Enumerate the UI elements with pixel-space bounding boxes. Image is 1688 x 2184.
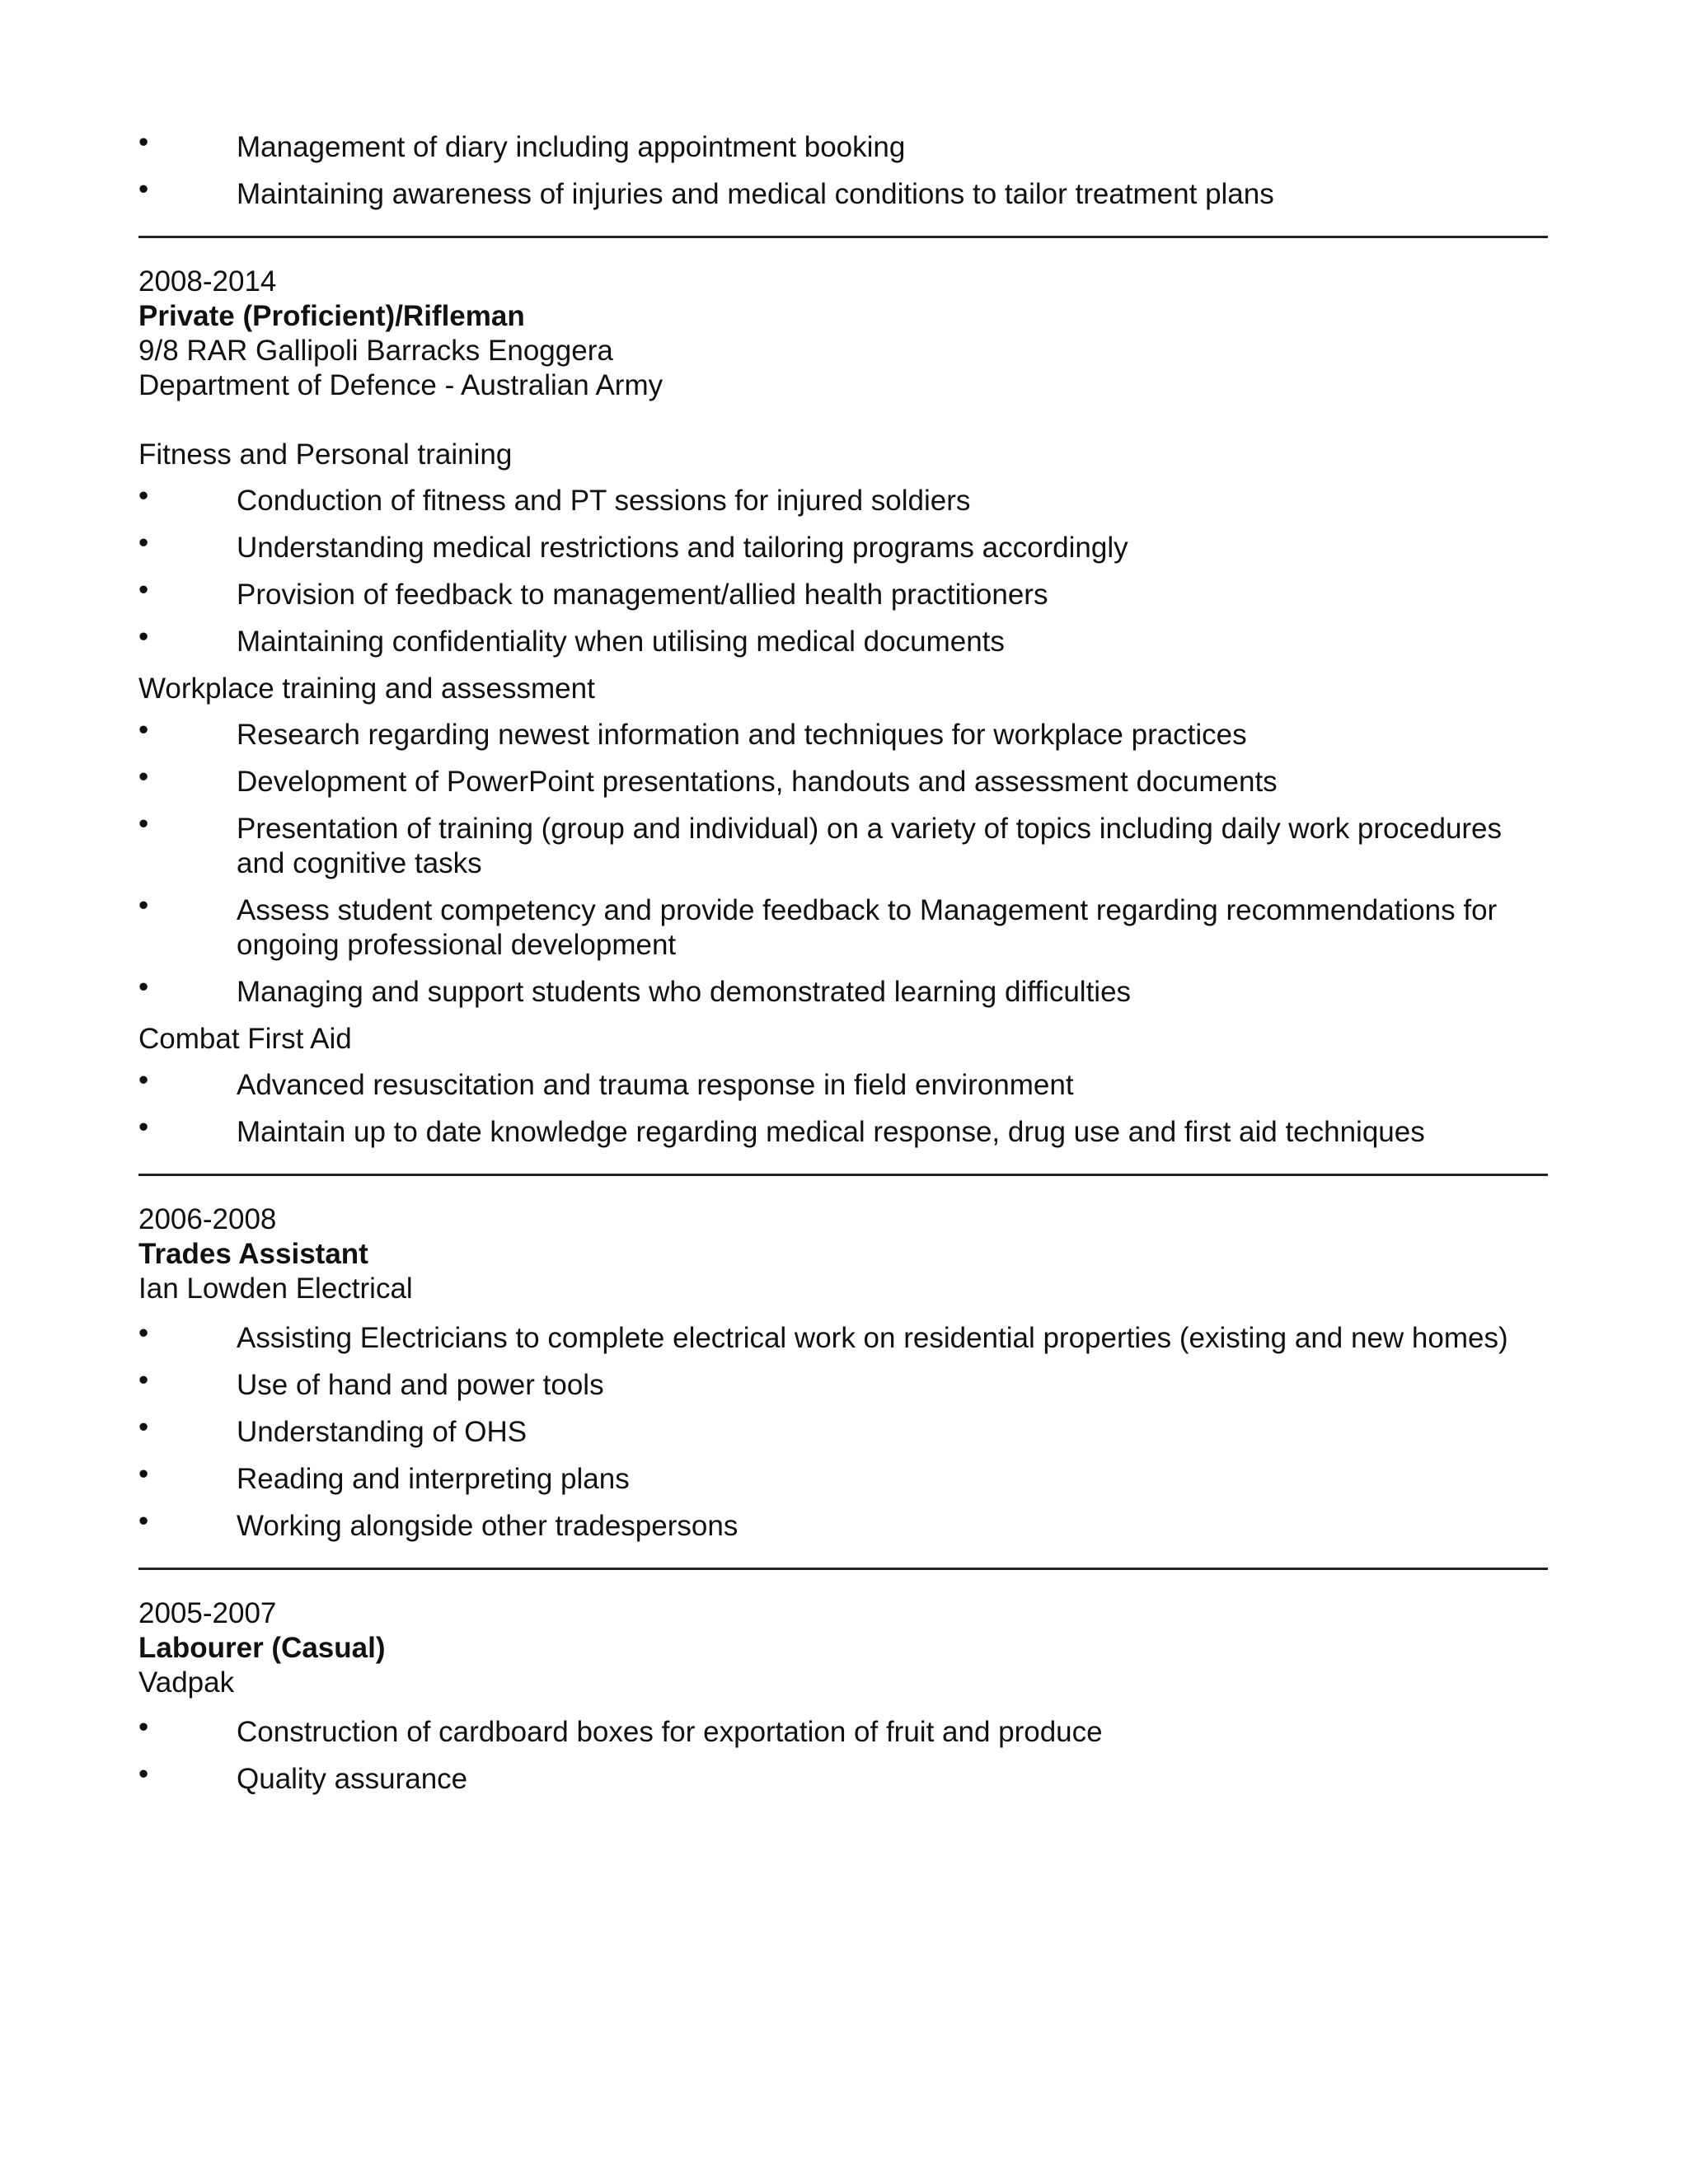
bullet-text: Conduction of fitness and PT sessions for injured soldiers <box>237 485 971 517</box>
bullet-text: Provision of feedback to management/allied health practitioners <box>237 579 1048 611</box>
section-heading: Workplace training and assessment <box>138 673 595 705</box>
job-organization: Vadpak <box>138 1666 235 1699</box>
bullet-text: Maintain up to date knowledge regarding medical response, drug use and first aid techniques <box>237 1116 1425 1148</box>
bullet-icon: • <box>138 527 149 559</box>
bullet-icon: • <box>138 126 149 158</box>
bullet-icon: • <box>138 808 149 840</box>
job-entry-header <box>138 265 1548 403</box>
list-item <box>138 480 1548 518</box>
bullet-icon: • <box>138 1758 149 1790</box>
list-item <box>138 1364 1548 1403</box>
intro-bullet-list <box>138 126 1548 212</box>
section-divider <box>138 1568 1548 1570</box>
job-title: Private (Proficient)/Rifleman <box>138 300 525 332</box>
bullet-text: Reading and interpreting plans <box>237 1463 630 1495</box>
list-item <box>138 574 1548 612</box>
section-heading: Combat First Aid <box>138 1023 352 1055</box>
job-entry-header <box>138 1202 1548 1306</box>
list-item <box>138 173 1548 212</box>
bullet-text: Assisting Electricians to complete electrical work on residential properties (existing and new homes) <box>237 1322 1508 1354</box>
job-dates: 2005-2007 <box>138 1597 277 1629</box>
bullet-icon: • <box>138 173 149 205</box>
bullet-text: Presentation of training (group and individual) on a variety of topics including daily work procedures and cognitive tasks <box>237 813 1503 879</box>
job-dates: 2006-2008 <box>138 1203 277 1235</box>
bullet-text: Development of PowerPoint presentations, handouts and assessment documents <box>237 766 1278 798</box>
bullet-list <box>138 1317 1548 1544</box>
list-item <box>138 527 1548 565</box>
job-organization-secondary: Department of Defence - Australian Army <box>138 369 663 401</box>
bullet-text: Understanding medical restrictions and tailoring programs accordingly <box>237 532 1128 564</box>
list-item <box>138 971 1548 1010</box>
bullet-icon: • <box>138 714 149 746</box>
bullet-list <box>138 1064 1548 1150</box>
bullet-icon: • <box>138 971 149 1003</box>
bullet-icon: • <box>138 480 149 512</box>
list-item <box>138 1458 1548 1497</box>
list-item <box>138 889 1548 963</box>
list-item <box>138 126 1548 165</box>
job-title: Trades Assistant <box>138 1238 368 1270</box>
job-organization: Ian Lowden Electrical <box>138 1272 413 1305</box>
job-entry-header <box>138 1596 1548 1700</box>
list-item <box>138 761 1548 799</box>
bullet-text: Understanding of OHS <box>237 1416 528 1448</box>
bullet-icon: • <box>138 574 149 606</box>
job-organization: 9/8 RAR Gallipoli Barracks Enoggera <box>138 335 613 367</box>
bullet-text: Assess student competency and provide feedback to Management regarding recommendations for ongoing professional development <box>237 894 1498 961</box>
list-item <box>138 808 1548 881</box>
bullet-text: Management of diary including appointment booking <box>237 131 906 163</box>
list-item <box>138 1758 1548 1797</box>
bullet-text: Maintaining confidentiality when utilising medical documents <box>237 626 1005 658</box>
section-divider <box>138 1174 1548 1176</box>
bullet-list <box>138 480 1548 659</box>
job-title: Labourer (Casual) <box>138 1632 386 1664</box>
bullet-icon: • <box>138 761 149 793</box>
list-item <box>138 1317 1548 1356</box>
list-item <box>138 621 1548 659</box>
bullet-icon: • <box>138 889 149 921</box>
bullet-icon: • <box>138 1411 149 1443</box>
list-item <box>138 1711 1548 1750</box>
bullet-text: Quality assurance <box>237 1763 468 1795</box>
bullet-text: Working alongside other tradespersons <box>237 1510 738 1542</box>
bullet-list <box>138 1711 1548 1797</box>
bullet-text: Construction of cardboard boxes for exportation of fruit and produce <box>237 1716 1103 1748</box>
section-divider <box>138 236 1548 238</box>
bullet-icon: • <box>138 1111 149 1143</box>
job-dates: 2008-2014 <box>138 265 277 298</box>
list-item <box>138 1411 1548 1450</box>
resume-page <box>138 126 1548 1809</box>
bullet-icon: • <box>138 1458 149 1490</box>
list-item <box>138 1505 1548 1544</box>
section-heading: Fitness and Personal training <box>138 438 513 471</box>
list-item <box>138 714 1548 752</box>
bullet-icon: • <box>138 1505 149 1537</box>
bullet-icon: • <box>138 1064 149 1096</box>
bullet-text: Advanced resuscitation and trauma response in field environment <box>237 1069 1074 1101</box>
bullet-text: Use of hand and power tools <box>237 1369 604 1401</box>
bullet-icon: • <box>138 1364 149 1396</box>
bullet-text: Managing and support students who demonstrated learning difficulties <box>237 976 1132 1008</box>
bullet-text: Maintaining awareness of injuries and medical conditions to tailor treatment plans <box>237 178 1274 210</box>
bullet-icon: • <box>138 1711 149 1743</box>
bullet-list <box>138 714 1548 1010</box>
bullet-icon: • <box>138 621 149 653</box>
list-item <box>138 1064 1548 1103</box>
bullet-text: Research regarding newest information and techniques for workplace practices <box>237 719 1247 751</box>
list-item <box>138 1111 1548 1150</box>
bullet-icon: • <box>138 1317 149 1349</box>
